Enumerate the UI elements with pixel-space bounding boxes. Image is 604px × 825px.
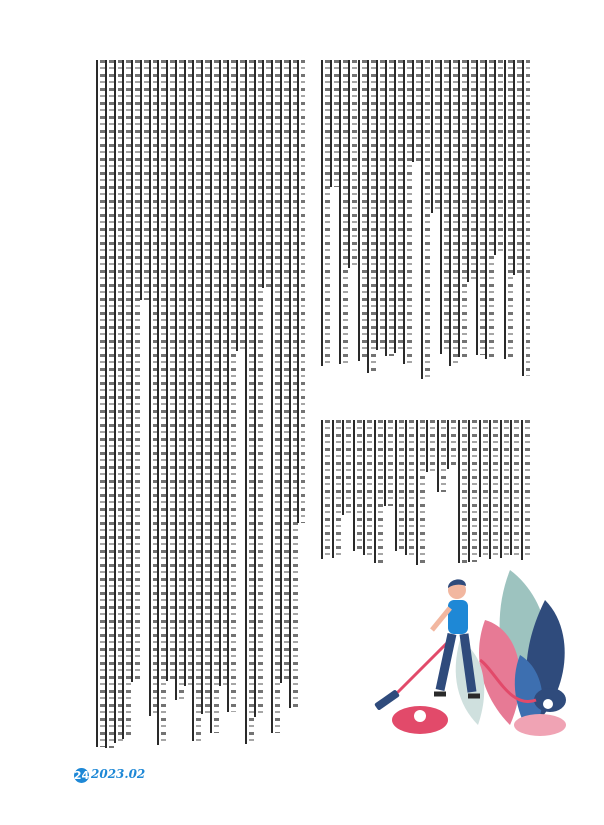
script-line bbox=[358, 60, 367, 361]
script-line bbox=[201, 60, 210, 714]
script-line bbox=[157, 60, 166, 745]
script-line bbox=[485, 60, 494, 359]
script-line bbox=[394, 60, 403, 353]
script-line bbox=[467, 60, 476, 282]
script-line bbox=[437, 420, 446, 492]
script-line bbox=[321, 420, 330, 559]
text-block-left bbox=[95, 60, 305, 750]
script-line bbox=[363, 420, 372, 555]
script-line bbox=[149, 60, 158, 716]
script-line bbox=[449, 60, 458, 366]
script-line bbox=[476, 60, 485, 355]
script-line bbox=[494, 60, 503, 255]
person-torso bbox=[448, 600, 468, 634]
script-line bbox=[271, 60, 280, 733]
script-line bbox=[458, 60, 467, 357]
script-line bbox=[236, 60, 245, 351]
script-line bbox=[353, 420, 362, 551]
text-block-upper-right bbox=[320, 60, 530, 380]
script-line bbox=[245, 60, 254, 744]
script-line bbox=[175, 60, 184, 700]
script-line bbox=[96, 60, 105, 747]
script-line bbox=[192, 60, 201, 741]
script-line bbox=[297, 60, 305, 523]
vacuum-head bbox=[374, 689, 400, 710]
script-line bbox=[367, 60, 376, 373]
script-line bbox=[395, 420, 404, 551]
script-line bbox=[122, 60, 131, 739]
script-line bbox=[447, 420, 456, 469]
script-line bbox=[348, 60, 357, 268]
script-line bbox=[403, 60, 412, 364]
script-line bbox=[289, 60, 298, 708]
script-line bbox=[468, 420, 477, 562]
vacuum-wheel bbox=[542, 698, 554, 710]
script-line bbox=[321, 60, 330, 366]
script-line bbox=[342, 420, 351, 515]
script-line bbox=[210, 60, 219, 733]
script-line bbox=[522, 60, 530, 376]
script-line bbox=[339, 60, 348, 364]
vacuum-illustration bbox=[360, 560, 580, 740]
script-line bbox=[489, 420, 498, 559]
script-line bbox=[131, 60, 140, 682]
script-line bbox=[458, 420, 467, 563]
script-line bbox=[416, 420, 425, 565]
script-line bbox=[105, 60, 114, 748]
script-line bbox=[262, 60, 271, 288]
script-line bbox=[219, 60, 228, 686]
script-line bbox=[521, 420, 530, 560]
page-number: 24 bbox=[73, 769, 90, 782]
script-line bbox=[500, 420, 509, 558]
script-line bbox=[440, 60, 449, 354]
script-line bbox=[376, 60, 385, 350]
script-line bbox=[421, 60, 430, 379]
script-line bbox=[332, 420, 341, 558]
script-line bbox=[374, 420, 383, 563]
script-line bbox=[184, 60, 193, 686]
script-line bbox=[330, 60, 339, 187]
flower-white bbox=[414, 710, 426, 722]
script-line bbox=[412, 60, 421, 162]
script-line bbox=[431, 60, 440, 213]
script-line bbox=[384, 420, 393, 506]
script-line bbox=[227, 60, 236, 712]
person-shoes bbox=[434, 694, 480, 696]
script-line bbox=[140, 60, 149, 300]
script-line bbox=[504, 60, 513, 359]
script-line bbox=[166, 60, 175, 681]
script-line bbox=[510, 420, 519, 555]
issue-date: 2023.02 bbox=[91, 767, 146, 781]
script-line bbox=[405, 420, 414, 555]
script-line bbox=[479, 420, 488, 557]
bush-pink bbox=[514, 714, 566, 736]
text-block-lower-right bbox=[320, 420, 530, 565]
script-line bbox=[513, 60, 522, 275]
script-line bbox=[114, 60, 123, 743]
script-line bbox=[254, 60, 263, 717]
script-line bbox=[426, 420, 435, 472]
script-line bbox=[280, 60, 289, 683]
person-arm bbox=[432, 608, 450, 630]
script-line bbox=[385, 60, 394, 356]
